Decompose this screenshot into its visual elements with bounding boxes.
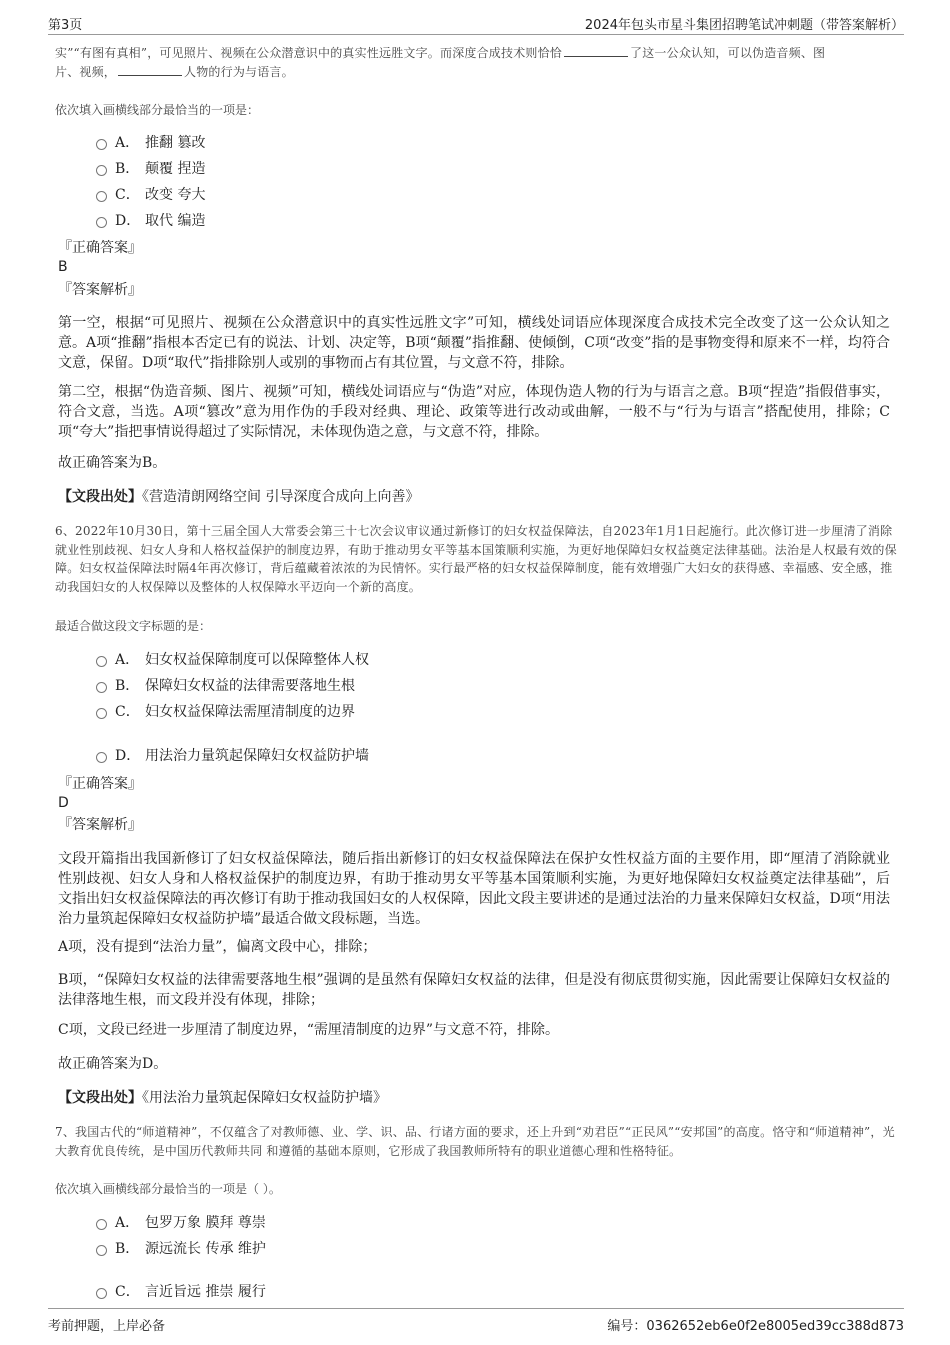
q6-prompt: 最适合做这段文字标题的是： xyxy=(55,619,212,633)
radio-icon[interactable] xyxy=(96,1245,107,1256)
radio-icon[interactable] xyxy=(96,682,107,693)
q5-option-a[interactable]: A． 推翻 篡改 xyxy=(96,133,205,153)
q5-analysis-p1: 第一空，根据“可见照片、视频在公众潜意识中的真实性远胜文字”可知，横线处词语应体现深度合成技术完全改变了这一公众认知之意。A项“推翻”指根本否定已有的说法、计划、决定等，B项“颠覆”指推翻、使倾倒，C项“改变”指的是事物变得和原来不一样，均符合文意，保留。D项“取代”指排除别人或别的事物而占有其位置，与文意不符，排除。 xyxy=(58,315,890,371)
q5-option-d[interactable]: D． 取代 编造 xyxy=(96,211,205,231)
q6-option-b[interactable]: B． 保障妇女权益的法律需要落地生根 xyxy=(96,676,355,696)
q5-option-b[interactable]: B． 颠覆 捏造 xyxy=(96,159,205,179)
q6-option-a[interactable]: A． 妇女权益保障制度可以保障整体人权 xyxy=(96,650,369,670)
q5-stem: 实”“有图有真相”，可见照片、视频在公众潜意识中的真实性远胜文字。而深度合成技术则恰恰 了这一公众认知，可以伪造音频、图 片、视频， 人物的行为与语言。 xyxy=(55,46,826,79)
blank-1 xyxy=(564,44,628,57)
page-footer xyxy=(48,1308,904,1339)
q5-analysis-p3: 故正确答案为B。 xyxy=(58,455,167,471)
q6-analysis-p5: 故正确答案为D。 xyxy=(58,1056,168,1072)
q6-stem: 6、2022年10月30日，第十三届全国人大常委会第三十七次会议审议通过新修订的妇女权益保障法，自2023年1月1日起施行。此次修订进一步厘清了消除就业性别歧视、妇女人身和人格权益保护的制度边界，有助于推动男女平等基本国策顺利实施，为更好地保障妇女权益奠定法律基础。法治是人权最有效的保障。妇女权益保障法时隔4年再次修订，背后蕴藏着浓浓的为民情怀。实行最严格的妇女权益保障制度，能有效增强广大妇女的获得感、幸福感、安全感，推动我国妇女的人权保障以及整体的人权保障水平迈向一个新的高度。 xyxy=(55,524,897,594)
radio-icon[interactable] xyxy=(96,752,107,763)
q6-answer-label: 『正确答案』 xyxy=(58,776,142,792)
q6-analysis-p1: 文段开篇指出我国新修订了妇女权益保障法，随后指出新修订的妇女权益保障法在保护女性权益方面的主要作用，即“厘清了消除就业性别歧视、妇女人身和人格权益保护的制度边界，有助于推动男女平等基本国策顺利实施，为更好地保障妇女权益奠定法律基础”，后文指出妇女权益保障法的再次修订有助于推动我国妇女的人权保障，因此文段主要讲述的是通过法治的力量来保障妇女权益，D项“用法治力量筑起保障妇女权益防护墙”最适合做文段标题，当选。 xyxy=(58,851,890,927)
radio-icon[interactable] xyxy=(96,1288,107,1299)
q5-answer: B xyxy=(58,259,68,275)
q6-analysis-p4: C项，文段已经进一步厘清了制度边界，“需厘清制度的边界”与文意不符，排除。 xyxy=(58,1022,560,1038)
q6-analysis-label: 『答案解析』 xyxy=(58,817,142,833)
q6-answer: D xyxy=(58,795,69,811)
footer-code: 编号：0362652eb6e0f2e8005ed39cc388d873 xyxy=(607,1319,904,1334)
radio-icon[interactable] xyxy=(96,708,107,719)
q7-option-c[interactable]: C． 言近旨远 推崇 履行 xyxy=(96,1282,266,1302)
q6-source: 【文段出处】《用法治力量筑起保障妇女权益防护墙》 xyxy=(58,1090,387,1106)
blank-2 xyxy=(118,63,182,76)
q5-prompt: 依次填入画横线部分最恰当的一项是： xyxy=(55,103,260,117)
q5-source: 【文段出处】《营造清朗网络空间 引导深度合成向上向善》 xyxy=(58,489,420,505)
q6-analysis-p2: A项，没有提到“法治力量”，偏离文段中心，排除； xyxy=(58,939,377,955)
radio-icon[interactable] xyxy=(96,191,107,202)
document-title: 2024年包头市星斗集团招聘笔试冲刺题（带答案解析） xyxy=(584,18,904,33)
q5-analysis-label: 『答案解析』 xyxy=(58,282,142,298)
q5-option-c[interactable]: C． 改变 夸大 xyxy=(96,185,205,205)
q5-answer-label: 『正确答案』 xyxy=(58,240,142,256)
page-number: 第3页 xyxy=(48,18,83,33)
footer-slogan: 考前押题，上岸必备 xyxy=(48,1319,166,1334)
radio-icon[interactable] xyxy=(96,165,107,176)
page-header xyxy=(48,12,904,35)
q5-analysis-p2: 第二空，根据“伪造音频、图片、视频”可知，横线处词语应与“伪造”对应，体现伪造人物的行为与语言之意。B项“捏造”指假借事实，符合文意，当选。A项“篡改”意为用作伪的手段对经典、理论、政策等进行改动或曲解，一般不与“行为与语言”搭配使用，排除；C项“夸大”指把事情说得超过了实际情况，未体现伪造之意，与文意不符，排除。 xyxy=(58,384,890,440)
radio-icon[interactable] xyxy=(96,656,107,667)
radio-icon[interactable] xyxy=(96,217,107,228)
q6-analysis-p3: B项，“保障妇女权益的法律需要落地生根”强调的是虽然有保障妇女权益的法律，但是没有彻底贯彻实施，因此需要让保障妇女权益的法律落地生根，而文段并没有体现，排除； xyxy=(58,972,890,1008)
q6-option-d[interactable]: D． 用法治力量筑起保障妇女权益防护墙 xyxy=(96,746,369,766)
q7-option-b[interactable]: B． 源远流长 传承 维护 xyxy=(96,1239,266,1259)
radio-icon[interactable] xyxy=(96,1219,107,1230)
q7-option-a[interactable]: A． 包罗万象 膜拜 尊崇 xyxy=(96,1213,266,1233)
q7-stem: 7、我国古代的“师道精神”，不仅蕴含了对教师德、业、学、识、品、行诸方面的要求，还上升到“劝君臣”“正民风”“安邦国”的高度。恪守和“师道精神”，光大教育优良传统，是中国历代教师共同 和遵循的基础本原则，它形成了我国教师所特有的职业道德心理和性格特征。 xyxy=(55,1125,895,1158)
q6-option-c[interactable]: C． 妇女权益保障法需厘清制度的边界 xyxy=(96,702,355,722)
q7-prompt: 依次填入画横线部分最恰当的一项是（ ）。 xyxy=(55,1182,281,1196)
radio-icon[interactable] xyxy=(96,139,107,150)
